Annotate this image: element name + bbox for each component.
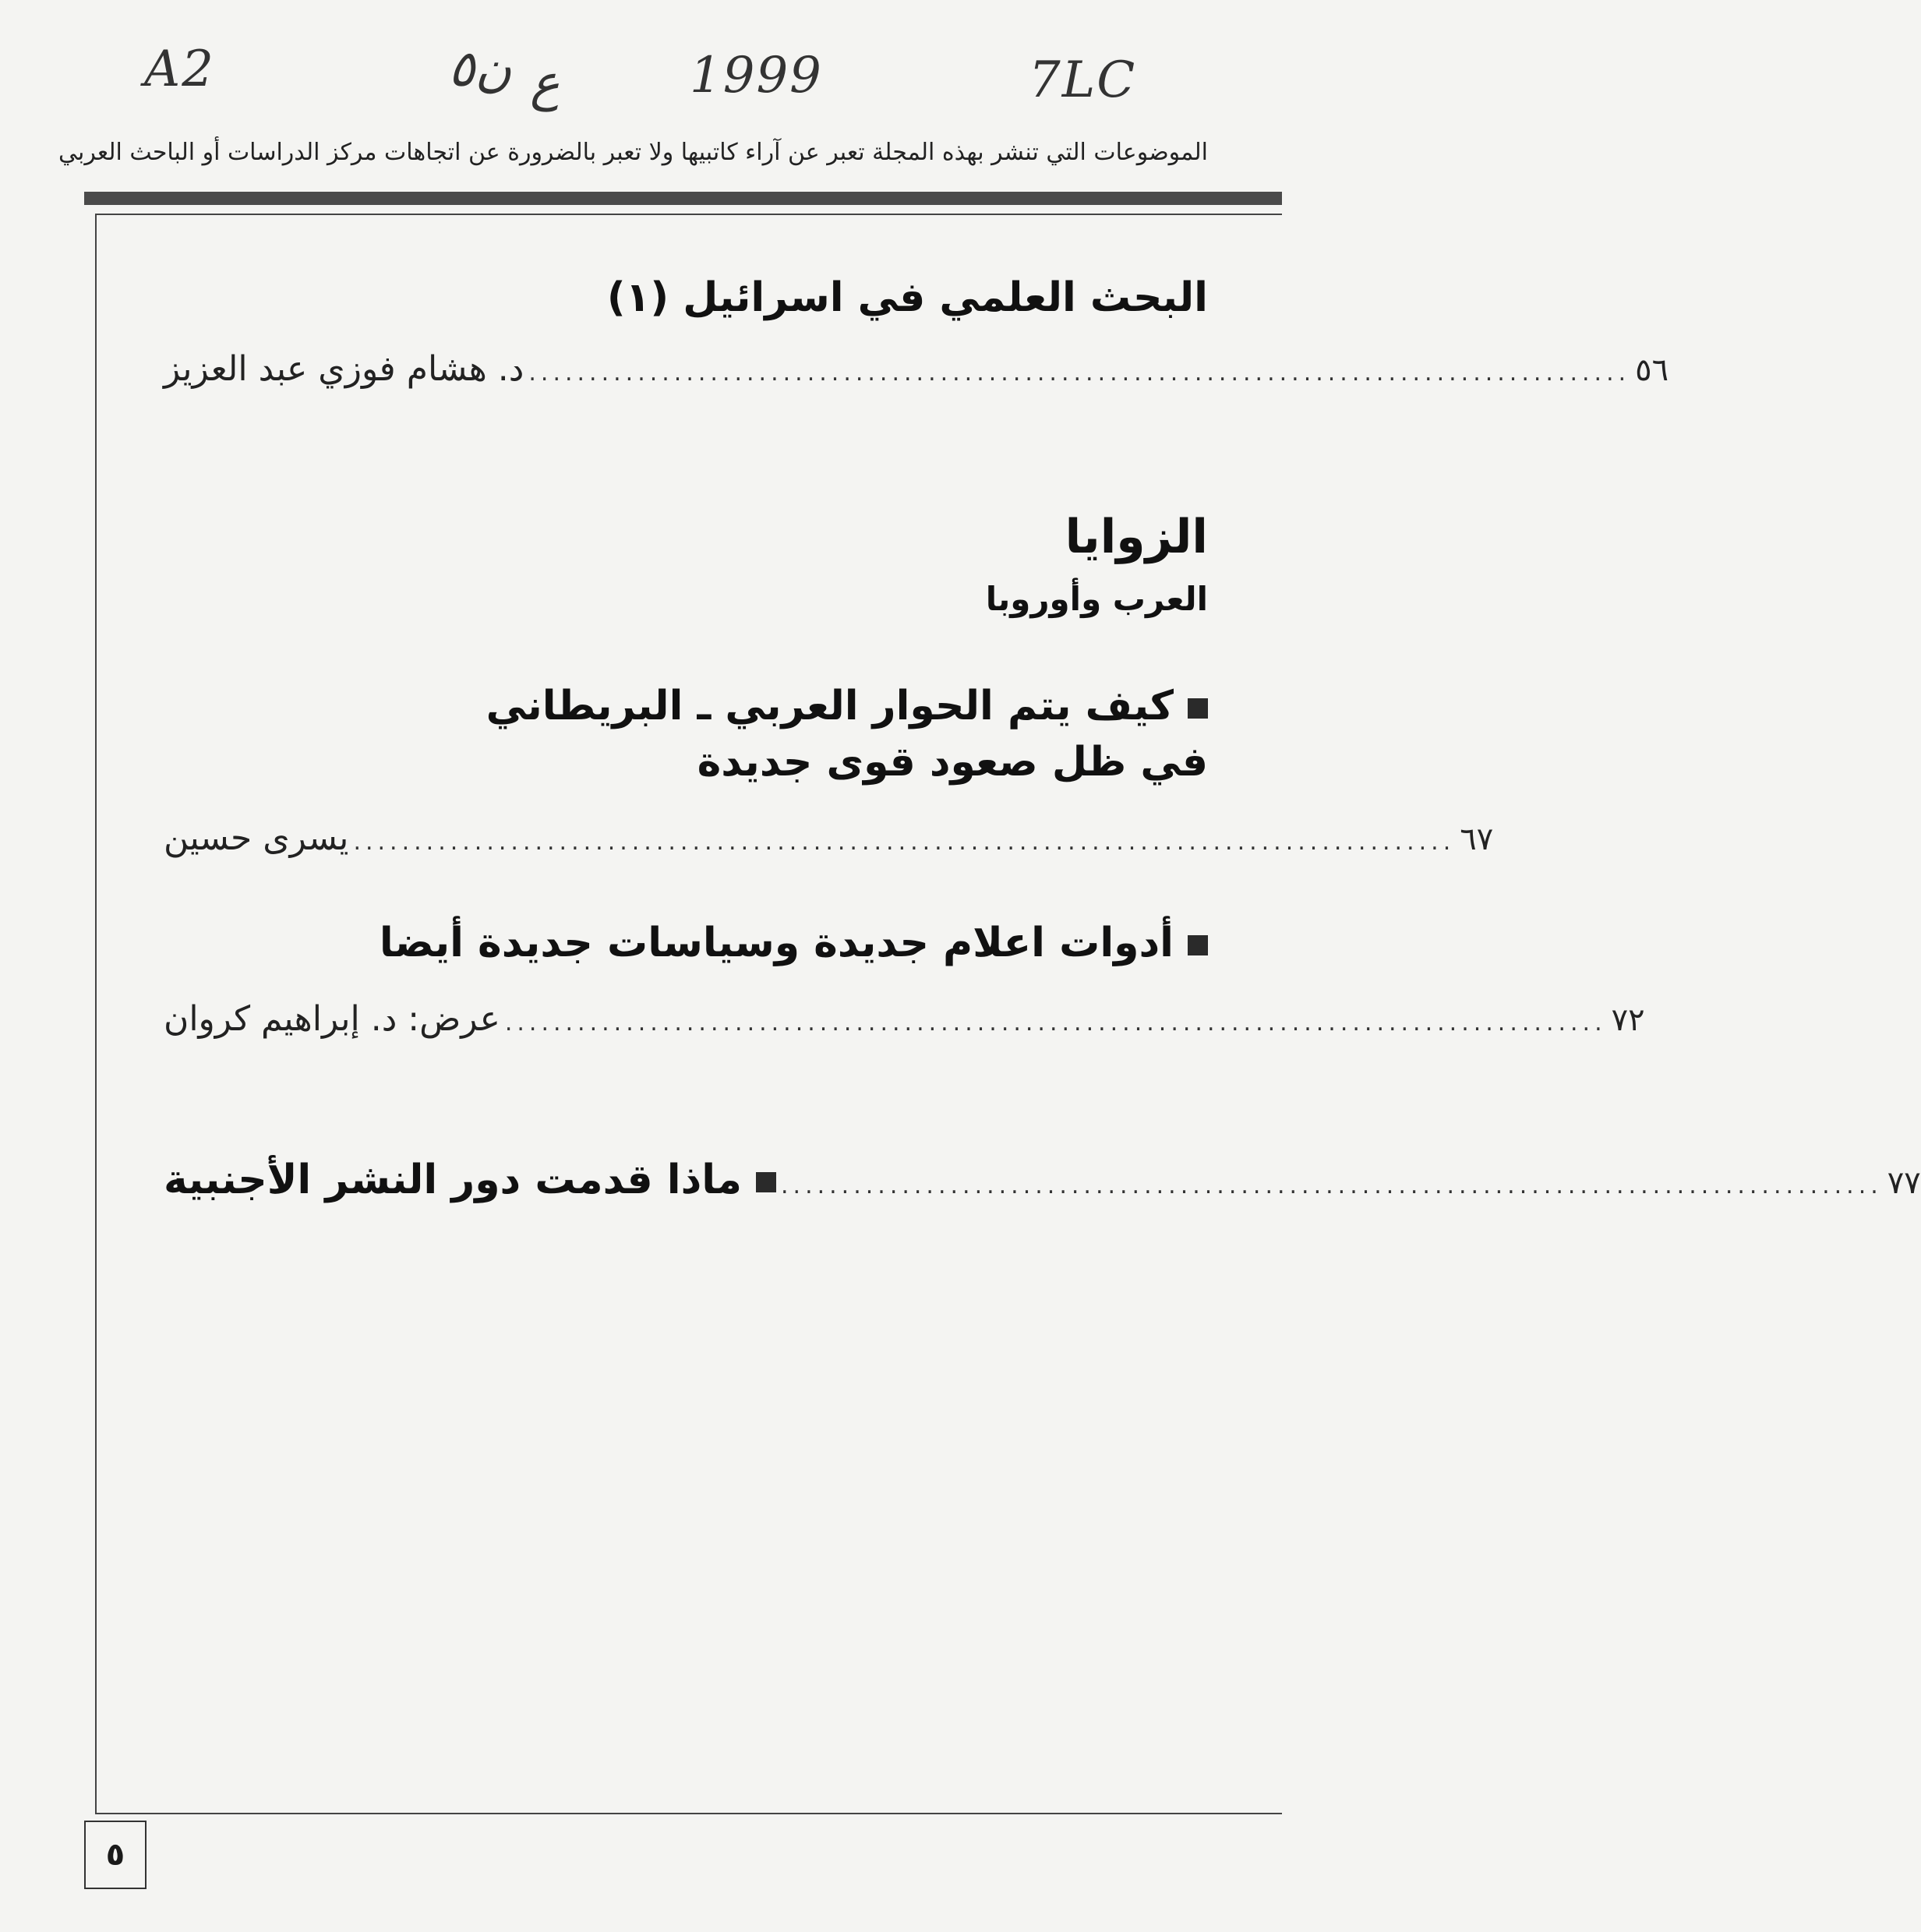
handwritten-ref: A2 <box>144 41 215 98</box>
article-4-page: ٧٧ <box>1887 1165 1921 1201</box>
article-2-author: يسرى حسين <box>164 818 349 858</box>
article-3-title <box>380 920 1208 966</box>
leader-dots: ........................................................................................... <box>781 1172 1883 1199</box>
page-number-text: ٥ <box>105 1837 125 1873</box>
page-number <box>84 1821 147 1889</box>
article-3-author: عرض: د. إبراهيم كروان <box>164 999 500 1039</box>
article-2-entry <box>164 818 1494 858</box>
article-2-title <box>486 683 1208 729</box>
article-2-title-line2: في ظل صعود قوى جديدة <box>697 739 1208 786</box>
bullet-square <box>1188 698 1208 719</box>
handwritten-year: 1999 <box>690 47 823 104</box>
article-4-title <box>164 1157 776 1203</box>
article-2-page: ٦٧ <box>1460 821 1494 857</box>
article-4-title-text: ماذا قدمت دور النشر الأجنبية <box>164 1157 742 1203</box>
article-1-page: ٥٦ <box>1635 352 1669 388</box>
bullet-square <box>756 1172 776 1192</box>
leader-dots: ........................................................................................... <box>353 828 1456 856</box>
header-rule <box>84 192 1282 205</box>
article-2-title-line1: كيف يتم الحوار العربي ـ البريطاني <box>486 683 1174 729</box>
article-1-entry <box>164 349 1669 389</box>
bullet-square <box>1188 935 1208 955</box>
handwritten-mark: ن٥ <box>448 41 512 98</box>
handwritten-code: 7LC <box>1029 51 1137 109</box>
article-3-entry <box>164 999 1645 1039</box>
article-1-title: البحث العلمي في اسرائيل (١) <box>606 274 1208 321</box>
section-title: الزوايا <box>1065 510 1208 564</box>
handwritten-letter: ع <box>530 55 560 112</box>
leader-dots: ........................................................................................... <box>528 359 1631 387</box>
article-3-title-text: أدوات اعلام جديدة وسياسات جديدة أيضا <box>379 920 1174 966</box>
leader-dots: ........................................................................................... <box>504 1009 1607 1037</box>
article-1-author: د. هشام فوزي عبد العزيز <box>164 349 524 389</box>
article-4-entry <box>164 1157 1921 1203</box>
section-subtitle: العرب وأوروبا <box>985 580 1208 618</box>
article-3-page: ٧٢ <box>1611 1002 1645 1038</box>
disclaimer-text: الموضوعات التي تنشر بهذه المجلة تعبر عن آراء كاتبيها ولا تعبر بالضرورة عن اتجاهات مركز الدراسات أو الباحث العربي <box>58 139 1208 166</box>
